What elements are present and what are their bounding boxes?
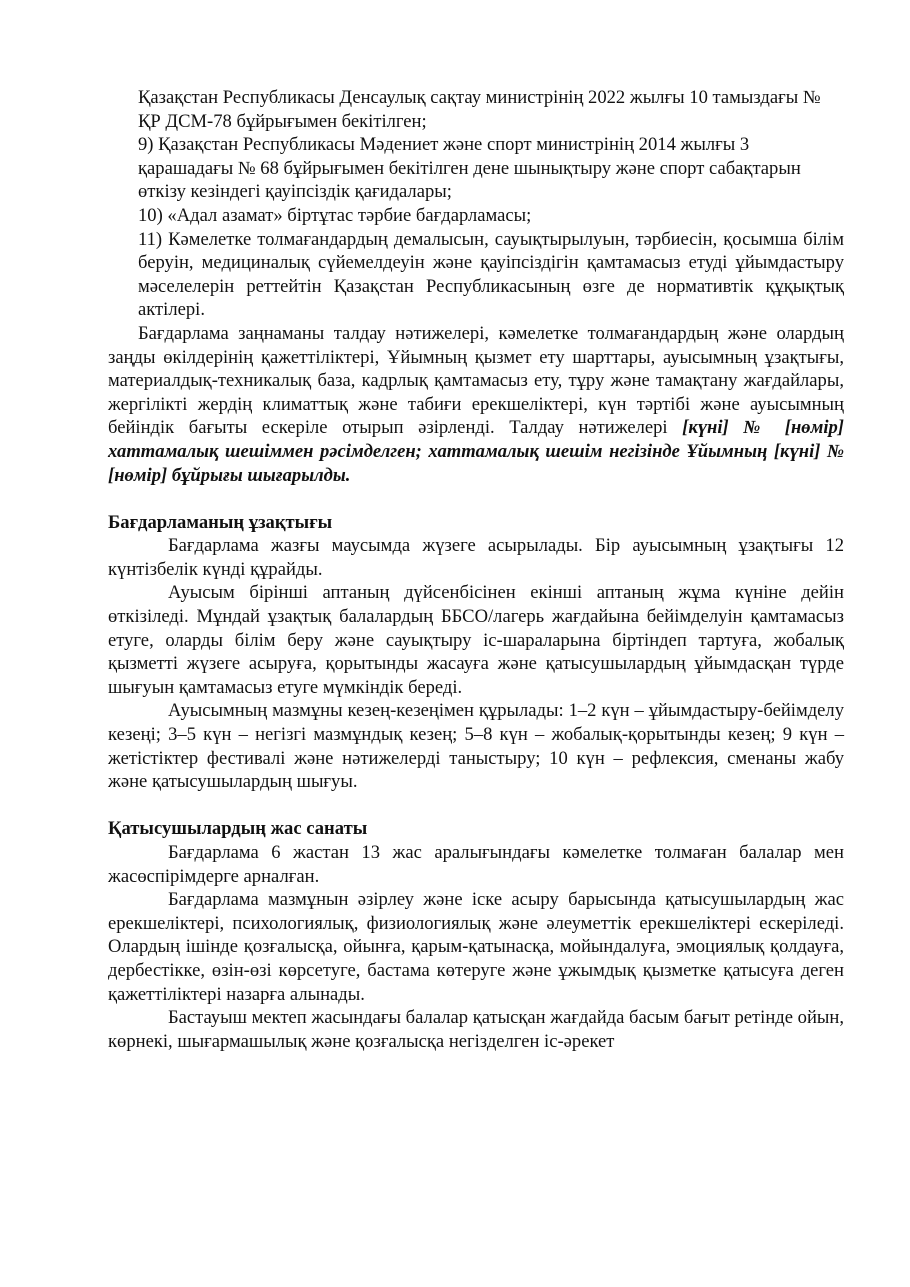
intro-text: Бағдарлама заңнаманы талдау нәтижелері, кәмелетке толмағандардың және олардың заңды өкілдерінің қажеттіліктері, Ұйымның қызмет ету шарттары, ауысымның ұзақтығы, материалдық-техникалық база, кадрлық қамтамасыз ету, тұру және тамақтану жағдайлары, жергілікті жердің климаттық және табиғи ерекшеліктері, күн тәртібі және ауысымның бейіндік бағыты ескеріле отырып әзірленді. Талдау нәтижелері	[108, 322, 844, 439]
intro-paragraph	[108, 322, 844, 487]
intro-emphasis: [күні] № [нөмір] хаттамалық шешіммен рәсімделген; хаттамалық шешім негізінде Ұйымның [күні] № [нөмір] бұйрығы шығарылды.	[108, 417, 844, 486]
age-paragraph-3: Бастауыш мектеп жасындағы балалар қатысқан жағдайда басым бағыт ретінде ойын, көрнекі, шығармашылық және қозғалысқа негізделген іс-әрекет	[108, 1007, 844, 1052]
spacer	[108, 794, 844, 818]
age-paragraph-1: Бағдарлама 6 жастан 13 жас аралығындағы кәмелетке толмаған балалар мен жасөспірімдерге арналған.	[108, 842, 844, 887]
age-paragraph-2: Бағдарлама мазмұнын әзірлеу және іске асыру барысында қатысушылардың жас ерекшеліктері, психологиялық, физиологиялық және әлеуметтік ерекшеліктері ескеріледі. Олардың ішінде қозғалысқа, ойынға, қарым-қатынасқа, мойындалуға, эмоциялық қолдауға, дербестікке, өзін-өзі көрсетуге, бастама көтеруге және ұжымдық қызметке қатысуға деген қажеттіліктері назарға алынады.	[108, 889, 844, 1005]
duration-paragraph-2: Ауысым бірінші аптаның дүйсенбісінен екінші аптаның жұма күніне дейін өткізіледі. Мұндай ұзақтық балалардың ББСО/лагерь жағдайына бейімделуін қамтамасыз етуге, оларды білім беру және сауықтыру іс-шараларына біртіндеп тартуға, жобалық қызметті жүзеге асыруға, қорытынды жасауға және қатысушылардың ұйымдасқан түрде шығуын қамтамасыз етуге мүмкіндік береді.	[108, 582, 844, 698]
spacer	[108, 487, 844, 511]
duration-paragraph-1: Бағдарлама жазғы маусымда жүзеге асырылады. Бір ауысымның ұзақтығы 12 күнтізбелік күнді құрайды.	[108, 535, 844, 580]
section-heading-age: Қатысушылардың жас санаты	[108, 818, 368, 840]
list-item-11: 11) Кәмелетке толмағандардың демалысын, сауықтырылуын, тәрбиесін, қосымша білім беруін, медициналық сүйемелдеуін және қауіпсіздігін қамтамасыз етуді ұйымдастыру мәселелерін реттейтін Қазақстан Республикасының өзге де нормативтік құқықтық актілері.	[138, 228, 844, 321]
duration-paragraph-3: Ауысымның мазмұны кезең-кезеңімен құрылады: 1–2 күн – ұйымдастыру-бейімделу кезеңі; 3–5 күн – негізгі мазмұндық кезең; 5–8 күн – жобалық-қорытынды кезең; 9 күн – жетістіктер фестивалі және нәтижелерді таныстыру; 10 күн – рефлексия, сменаны жабу және қатысушылардың шығуы.	[108, 700, 844, 793]
list-item-10: 10) «Адал азамат» біртұтас тәрбие бағдарламасы;	[138, 204, 532, 226]
section-heading-duration: Бағдарламаның ұзақтығы	[108, 511, 333, 533]
list-item-9: 9) Қазақстан Республикасы Мәдениет және спорт министрінің 2014 жылғы 3 қарашадағы № 68 бұйрығымен бекітілген дене шынықтыру және спорт сабақтарын өткізу кезіндегі қауіпсіздік қағидалары;	[138, 134, 801, 203]
list-item-8-continuation: Қазақстан Республикасы Денсаулық сақтау министрінің 2022 жылғы 10 тамыздағы № ҚР ДСМ-78 бұйрығымен бекітілген;	[138, 87, 821, 132]
